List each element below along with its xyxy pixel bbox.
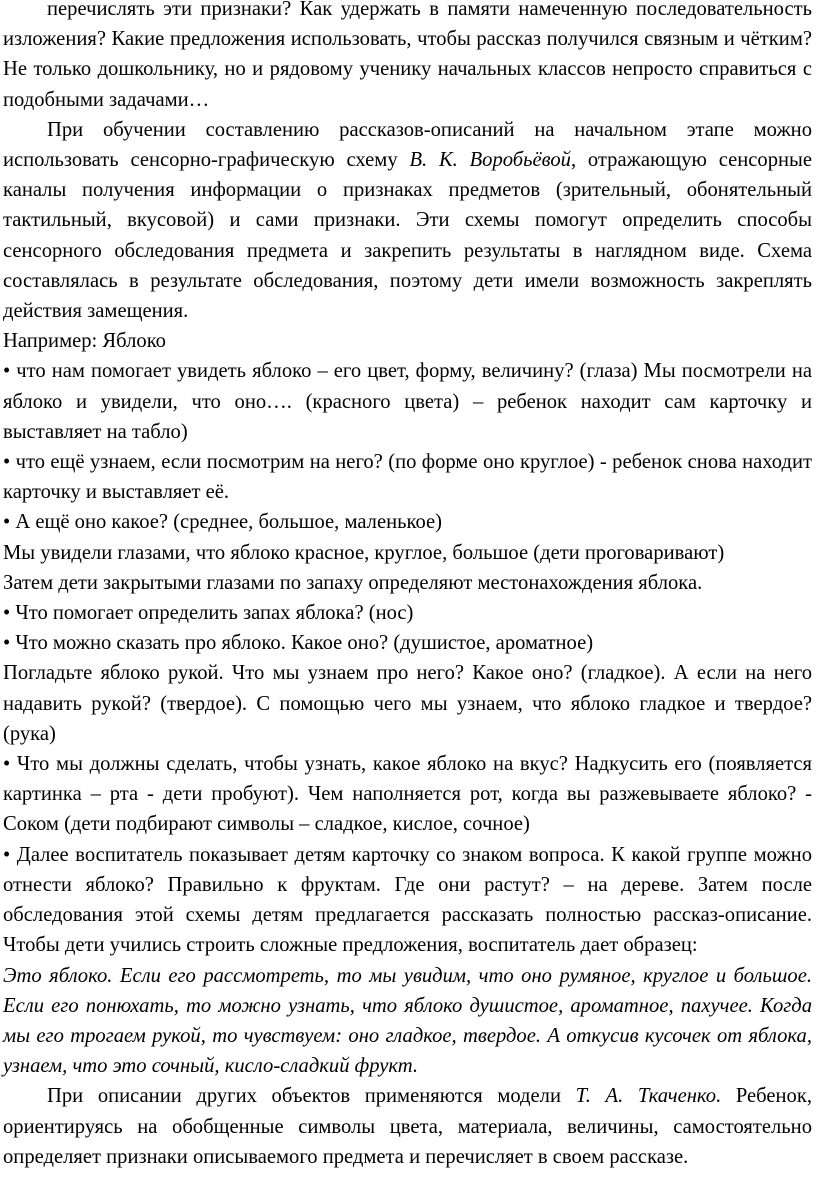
paragraph-11	[3, 658, 812, 749]
text-span: • А ещё оно какое? (среднее, большое, маленькое)	[3, 511, 443, 534]
bullet-item-3	[3, 507, 812, 537]
paragraph-7	[3, 538, 812, 568]
author-name: В. К. Воробьёвой	[409, 149, 571, 172]
text-span: , отражающую сенсорные каналы получения информации о признаках предметов (зрительный, обонятельный тактильный, вкусовой) и сами признаки. Эти схемы помогут определить способы сенсорного обследования предмета и закрепить результаты в наглядном виде. Схема составлялась в результате обследования, поэтому дети имели возможность закреплять действия замещения.	[3, 149, 812, 323]
sample-story	[3, 961, 812, 1082]
paragraph-8	[3, 568, 812, 598]
bullet-item-5	[3, 628, 812, 658]
text-span: При описании других объектов применяются модели	[47, 1085, 576, 1108]
text-span: При обучении составлению рассказов-описаний на начальном этапе можно использовать сенсорно-графическую схему	[3, 118, 812, 172]
bullet-item-2	[3, 447, 812, 507]
text-span: • Далее воспитатель показывает детям карточку со знаком вопроса. К какой группе можно отнести яблоко? Правильно к фруктам. Где они растут? – на дереве. Затем после обследования этой схемы детям предлагается рассказать полностью рассказ-описание. Чтобы дети учились строить сложные предложения, воспитатель дает образец:	[3, 843, 812, 957]
text-span: • Что мы должны сделать, чтобы узнать, какое яблоко на вкус? Надкусить его (появляется картинка – рта - дети пробуют). Чем наполняется рот, когда вы разжевываете яблоко? - Соком (дети подбирают символы – сладкое, кислое, сочное)	[3, 753, 812, 836]
text-span: перечислять эти признаки? Как удержать в памяти намеченную последовательность изложения? Какие предложения использовать, чтобы рассказ получился связным и чётким? Не только дошкольнику, но и рядовому ученику начальных классов непросто справиться с подобными задачами…	[3, 0, 812, 111]
text-span: • что нам помогает увидеть яблоко – его цвет, форму, величину? (глаза) Мы посмотрели на яблоко и увидели, что оно…. (красного цвета) – ребенок находит сам карточку и выставляет на табло)	[3, 360, 812, 443]
text-span: • что ещё узнаем, если посмотрим на него? (по форме оно круглое) - ребенок снова находит карточку и выставляет её.	[3, 451, 812, 504]
paragraph-15	[3, 1081, 812, 1172]
example-heading	[3, 326, 812, 356]
author-name: Т. А. Ткаченко.	[575, 1085, 722, 1108]
text-span: Мы увидели глазами, что яблоко красное, круглое, большое (дети проговаривают)	[3, 541, 725, 564]
text-span: • Что можно сказать про яблоко. Какое оно? (душистое, ароматное)	[3, 632, 594, 655]
text-span: Затем дети закрытыми глазами по запаху определяют местонахождения яблока.	[3, 571, 703, 594]
text-span: Это яблоко. Если его рассмотреть, то мы увидим, что оно румяное, круглое и большое. Если его понюхать, то можно узнать, что яблоко душистое, ароматное, пахучее. Когда мы его трогаем рукой, то чувствуем: оно гладкое, твердое. А откусив кусочек от яблока, узнаем, что это сочный, кисло-сладкий фрукт.	[3, 964, 812, 1078]
text-span: Ребенок, ориентируясь на обобщенные символы цвета, материала, величины, самостоятельно определяет признаки описываемого предмета и перечисляет в своем рассказе.	[3, 1085, 812, 1168]
paragraph-2	[3, 115, 812, 326]
bullet-item-7	[3, 840, 812, 961]
bullet-item-6	[3, 749, 812, 840]
bullet-item-1	[3, 356, 812, 447]
paragraph-1	[3, 0, 812, 115]
text-span: Например: Яблоко	[3, 330, 166, 353]
bullet-item-4	[3, 598, 812, 628]
text-span: Погладьте яблоко рукой. Что мы узнаем про него? Какое оно? (гладкое). А если на него надавить рукой? (твердое). С помощью чего мы узнаем, что яблоко гладкое и твердое? (рука)	[3, 662, 812, 745]
text-span: • Что помогает определить запах яблока? (нос)	[3, 602, 414, 625]
